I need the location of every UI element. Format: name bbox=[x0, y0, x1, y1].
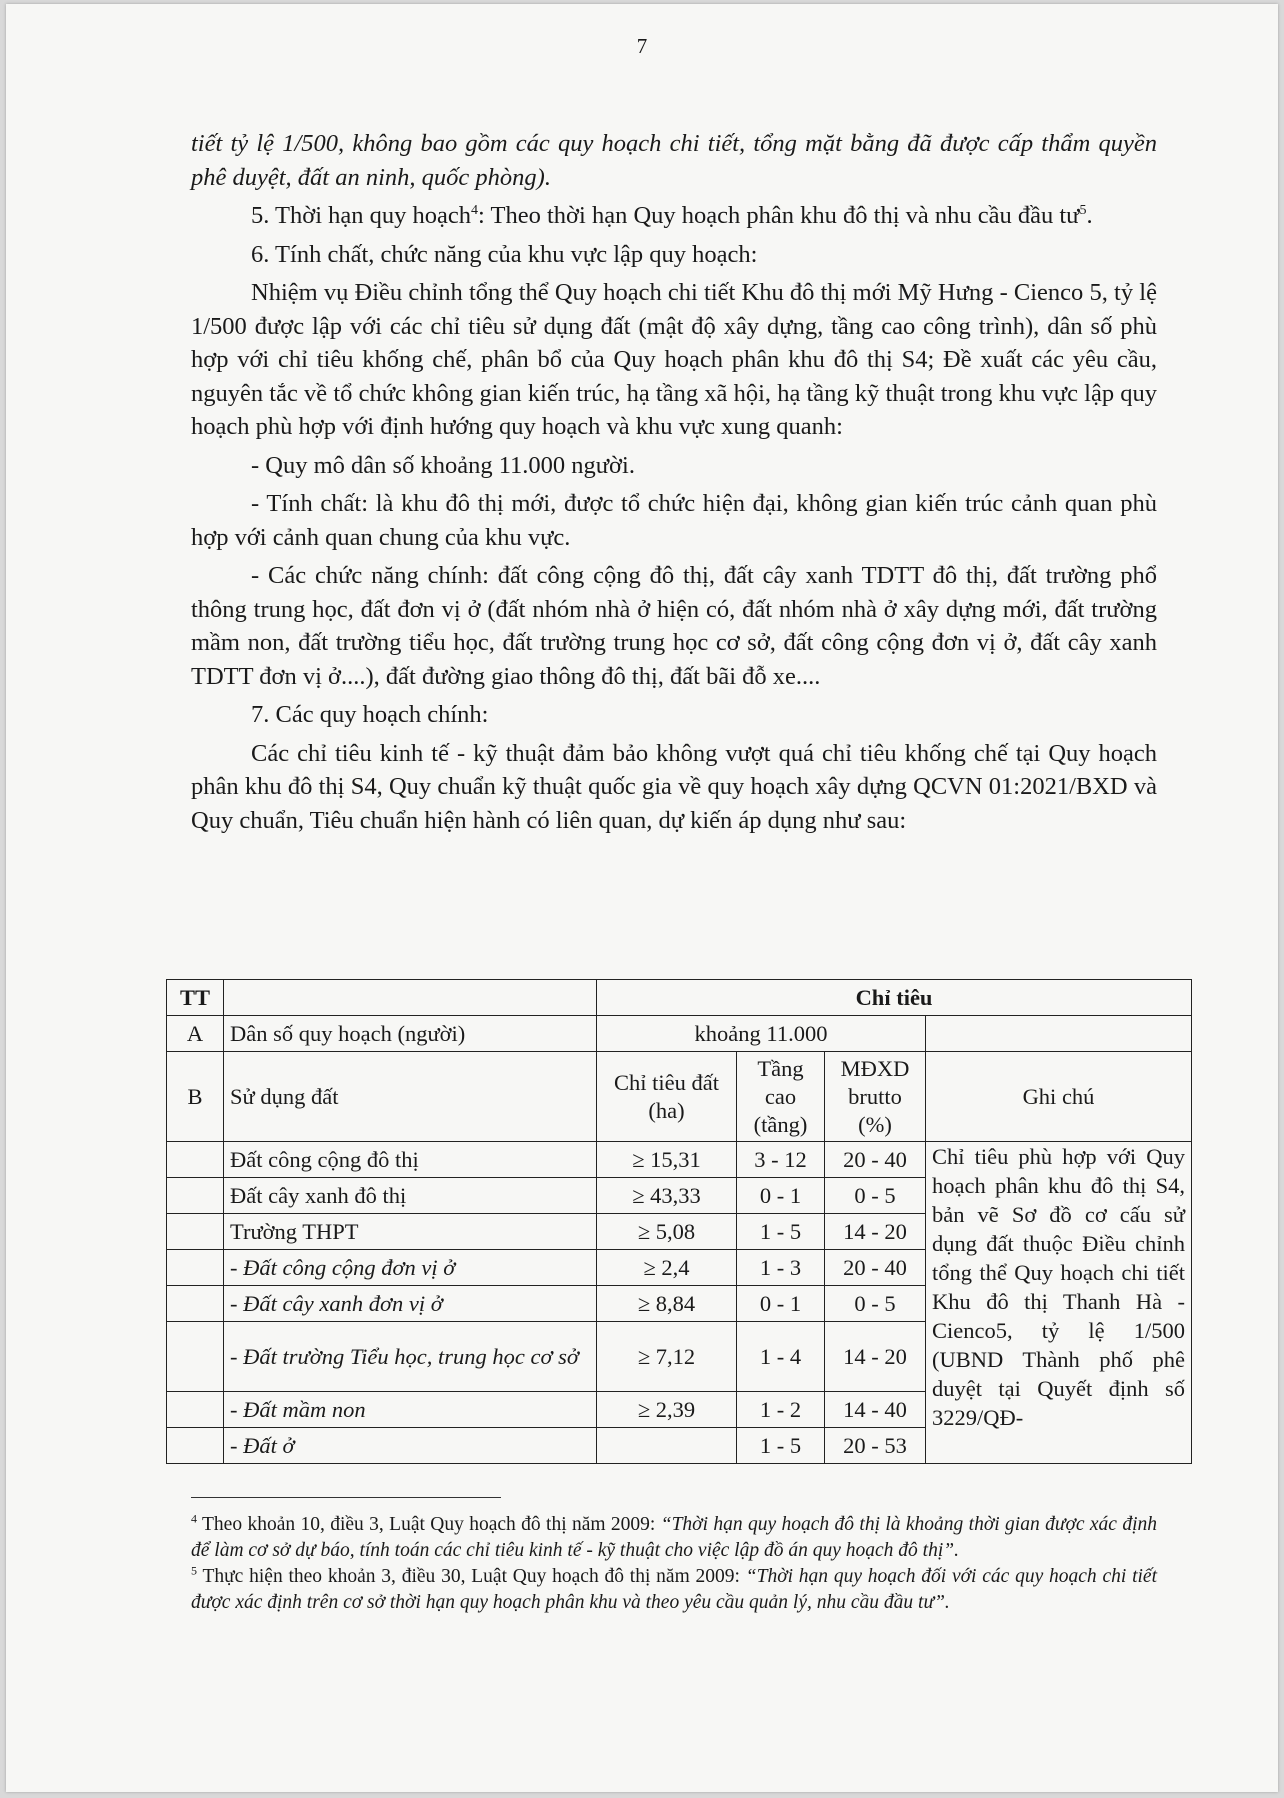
cell-area bbox=[597, 1428, 737, 1464]
table-row-a bbox=[167, 1016, 1192, 1052]
paragraph-task: Nhiệm vụ Điều chỉnh tổng thể Quy hoạch chi tiết Khu đô thị mới Mỹ Hưng - Cienco 5, tỷ lệ 1/500 được lập với các chỉ tiêu sử dụng đất (mật độ xây dựng, tầng cao công trình), dân số phù hợp với chỉ tiêu khống chế, phân bổ của Quy hoạch phân khu đô thị S4; Đề xuất các yêu cầu, nguyên tắc về tổ chức không gian kiến trúc, hạ tầng xã hội, hạ tầng kỹ thuật trong khu vực lập quy hoạch phù hợp với định hướng quy hoạch và khu vực xung quanh: bbox=[191, 279, 1157, 440]
footnote-quote: “Thời hạn quy hoạch đối với các quy hoạch chi tiết được xác định trên cơ sở thời hạn quy hoạch phân khu và theo yêu cầu quản lý, nhu cầu đầu tư”. bbox=[191, 1566, 1157, 1613]
table-row-b bbox=[167, 1052, 1192, 1142]
cell-floors: 1 - 4 bbox=[737, 1322, 825, 1392]
text-span: 5. Thời hạn quy hoạch bbox=[251, 202, 472, 229]
cell-tt bbox=[167, 1322, 224, 1392]
row-a-label: Dân số quy hoạch (người) bbox=[224, 1016, 597, 1052]
heading-section-6: 6. Tính chất, chức năng của khu vực lập quy hoạch: bbox=[251, 240, 758, 268]
col-header-note: Ghi chú bbox=[926, 1052, 1192, 1142]
text-span: : Theo thời hạn Quy hoạch phân khu đô thị và nhu cầu đầu tư bbox=[478, 202, 1080, 229]
cell-name: - Đất trường Tiểu học, trung học cơ sở bbox=[224, 1322, 597, 1392]
cell-name: Trường THPT bbox=[224, 1214, 597, 1250]
col-header-density: MĐXD brutto (%) bbox=[825, 1052, 926, 1142]
text-span: . bbox=[1086, 202, 1093, 229]
cell-density: 0 - 5 bbox=[825, 1178, 926, 1214]
footnote-text: Thực hiện theo khoản 3, điều 30, Luật Quy hoạch đô thị năm 2009: bbox=[197, 1566, 746, 1587]
cell-area: ≥ 7,12 bbox=[597, 1322, 737, 1392]
cell-tt bbox=[167, 1178, 224, 1214]
cell-density: 20 - 40 bbox=[825, 1250, 926, 1286]
footnote-ref-4[interactable]: 4 bbox=[471, 202, 479, 218]
table-header-row bbox=[167, 980, 1192, 1016]
cell-name: - Đất công cộng đơn vị ở bbox=[224, 1250, 597, 1286]
row-b-label: Sử dụng đất bbox=[224, 1052, 597, 1142]
document-page bbox=[6, 4, 1278, 1792]
cell-floors: 0 - 1 bbox=[737, 1178, 825, 1214]
cell-area: ≥ 15,31 bbox=[597, 1142, 737, 1178]
footnote-separator bbox=[191, 1497, 501, 1498]
cell-name: Đất công cộng đô thị bbox=[224, 1142, 597, 1178]
header-empty bbox=[224, 980, 597, 1016]
cell-name: - Đất cây xanh đơn vị ở bbox=[224, 1286, 597, 1322]
header-tt: TT bbox=[167, 980, 224, 1016]
paragraph-continuation: tiết tỷ lệ 1/500, không bao gồm các quy hoạch chi tiết, tổng mặt bằng đã được cấp thẩm quyền phê duyệt, đất an ninh, quốc phòng). bbox=[191, 130, 1157, 191]
footnote-quote: “Thời hạn quy hoạch đô thị là khoảng thời gian được xác định để làm cơ sở dự báo, tính toán các chỉ tiêu kinh tế - kỹ thuật cho việc lập đồ án quy hoạch đô thị”. bbox=[191, 1514, 1157, 1561]
cell-name: - Đất ở bbox=[224, 1428, 597, 1464]
cell-floors: 1 - 5 bbox=[737, 1428, 825, 1464]
cell-area: ≥ 2,4 bbox=[597, 1250, 737, 1286]
cell-tt bbox=[167, 1214, 224, 1250]
footnote-ref-5[interactable]: 5 bbox=[1079, 202, 1087, 218]
bullet-functions: - Các chức năng chính: đất công cộng đô thị, đất cây xanh TDTT đô thị, đất trường phổ thông trung học, đất đơn vị ở (đất nhóm nhà ở hiện có, đất nhóm nhà ở xây dựng mới, đất trường mầm non, đất trường tiểu học, đất trường trung học cơ sở, đất công cộng đơn vị ở, đất cây xanh TDTT đơn vị ở....), đất đường giao thông đô thị, đất bãi đỗ xe.... bbox=[191, 562, 1157, 690]
row-a-tt: A bbox=[167, 1016, 224, 1052]
col-header-floors: Tầng cao (tầng) bbox=[737, 1052, 825, 1142]
row-a-value: khoảng 11.000 bbox=[597, 1016, 926, 1052]
heading-section-7: 7. Các quy hoạch chính: bbox=[251, 701, 489, 728]
cell-tt bbox=[167, 1392, 224, 1428]
cell-tt bbox=[167, 1428, 224, 1464]
cell-tt bbox=[167, 1142, 224, 1178]
cell-density: 14 - 20 bbox=[825, 1214, 926, 1250]
footnote-5 bbox=[191, 1564, 1157, 1616]
cell-density: 14 - 20 bbox=[825, 1322, 926, 1392]
cell-density: 14 - 40 bbox=[825, 1392, 926, 1428]
cell-area: ≥ 2,39 bbox=[597, 1392, 737, 1428]
cell-area: ≥ 8,84 bbox=[597, 1286, 737, 1322]
cell-area: ≥ 43,33 bbox=[597, 1178, 737, 1214]
cell-floors: 1 - 5 bbox=[737, 1214, 825, 1250]
cell-tt bbox=[167, 1250, 224, 1286]
cell-note: Chỉ tiêu phù hợp với Quy hoạch phân khu đô thị S4, bản vẽ Sơ đồ cơ cấu sử dụng đất thuộc Điều chỉnh tổng thể Quy hoạch chi tiết Khu đô thị Thanh Hà - Cienco5, tỷ lệ 1/500 (UBND Thành phố phê duyệt tại Quyết định số 3229/QĐ- bbox=[926, 1142, 1192, 1464]
cell-floors: 1 - 3 bbox=[737, 1250, 825, 1286]
table-row bbox=[167, 1142, 1192, 1178]
footnotes bbox=[191, 1512, 1157, 1616]
footnote-marker: 5 bbox=[191, 1563, 197, 1578]
cell-floors: 0 - 1 bbox=[737, 1286, 825, 1322]
paragraph-planning-period bbox=[191, 199, 1157, 233]
indicator-table bbox=[166, 979, 1192, 1464]
cell-name: - Đất mầm non bbox=[224, 1392, 597, 1428]
cell-name: Đất cây xanh đô thị bbox=[224, 1178, 597, 1214]
cell-area: ≥ 5,08 bbox=[597, 1214, 737, 1250]
cell-floors: 3 - 12 bbox=[737, 1142, 825, 1178]
paragraph-indicators: Các chỉ tiêu kinh tế - kỹ thuật đảm bảo không vượt quá chỉ tiêu khống chế tại Quy hoạch phân khu đô thị S4, Quy chuẩn kỹ thuật quốc gia về quy hoạch xây dựng QCVN 01:2021/BXD và Quy chuẩn, Tiêu chuẩn hiện hành có liên quan, dự kiến áp dụng như sau: bbox=[191, 739, 1157, 834]
cell-floors: 1 - 2 bbox=[737, 1392, 825, 1428]
bullet-population: - Quy mô dân số khoảng 11.000 người. bbox=[251, 451, 635, 479]
footnote-text: Theo khoản 10, điều 3, Luật Quy hoạch đô thị năm 2009: bbox=[197, 1514, 661, 1535]
body-text bbox=[191, 127, 1157, 837]
col-header-area: Chỉ tiêu đất (ha) bbox=[597, 1052, 737, 1142]
cell-density: 0 - 5 bbox=[825, 1286, 926, 1322]
footnote-marker: 4 bbox=[191, 1511, 197, 1526]
cell-density: 20 - 40 bbox=[825, 1142, 926, 1178]
row-a-empty bbox=[926, 1016, 1192, 1052]
header-chi-tieu: Chỉ tiêu bbox=[597, 980, 1192, 1016]
row-b-tt: B bbox=[167, 1052, 224, 1142]
cell-density: 20 - 53 bbox=[825, 1428, 926, 1464]
footnote-4 bbox=[191, 1512, 1157, 1564]
page-number: 7 bbox=[636, 34, 648, 58]
bullet-nature: - Tính chất: là khu đô thị mới, được tổ chức hiện đại, không gian kiến trúc cảnh quan phù hợp với cảnh quan chung của khu vực. bbox=[191, 490, 1157, 551]
cell-tt bbox=[167, 1286, 224, 1322]
